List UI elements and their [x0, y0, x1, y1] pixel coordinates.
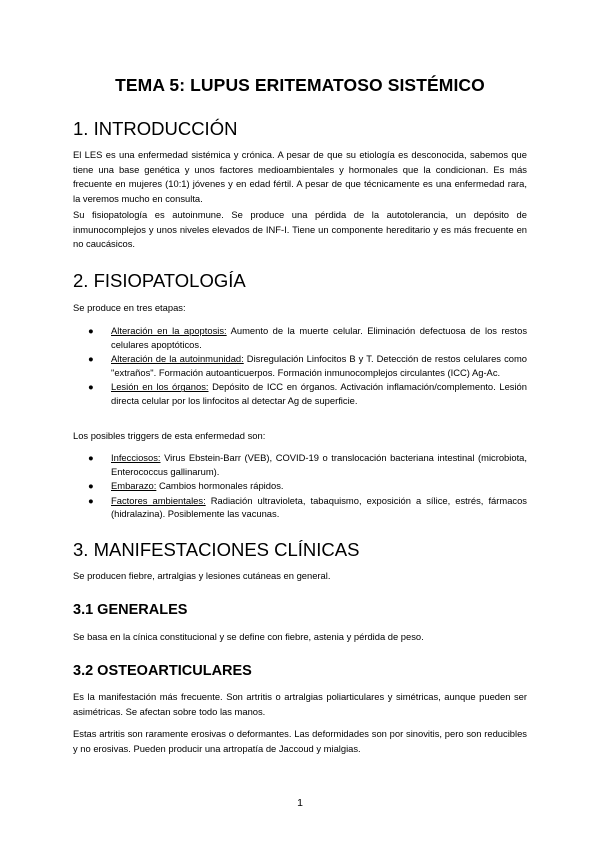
list-item-text: Aumento de la muerte celular. Eliminación defectuosa de los restos celulares apoptóticos.: [111, 325, 528, 350]
bullet-icon: ●: [88, 494, 94, 506]
bullet-icon: ●: [88, 325, 94, 336]
list-item: [73, 352, 527, 379]
list-item: [73, 494, 527, 521]
bullet-icon: ●: [88, 480, 94, 492]
document-title: TEMA 5: LUPUS ERITEMATOSO SISTÉMICO: [115, 75, 485, 95]
list-item: [73, 324, 527, 351]
bullet-icon: ●: [88, 353, 94, 365]
list-item: [73, 451, 527, 478]
paragraph-osteo-2: Estas artritis son raramente erosivas o deformantes. Las deformidades son por sinovitis, pero son reducibles y no erosivas. Pueden producir una artropatía de Jaccoud y mialgias.: [73, 728, 527, 754]
paragraph-manifestaciones: Se producen fiebre, artralgias y lesiones cutáneas en general.: [73, 570, 331, 581]
heading-osteoarticulares: 3.2 OSTEOARTICULARES: [73, 663, 252, 679]
list-item-text: Cambios hormonales rápidos.: [156, 480, 284, 492]
triggers-list: [73, 451, 527, 522]
list-item-key: Alteración en la apoptosis:: [111, 325, 227, 336]
paragraph-intro-2: Su fisiopatología es autoinmune. Se produce una pérdida de la autotolerancia, un depósito de inmunocomplejos y unos niveles elevados de INF-I. Tiene un componente hereditario y es más frecuente en no caucásicos.: [73, 209, 527, 250]
heading-introduccion: 1. INTRODUCCIÓN: [73, 118, 238, 139]
heading-manifestaciones: 3. MANIFESTACIONES CLÍNICAS: [73, 539, 360, 560]
paragraph-triggers-intro: Los posibles triggers de esta enfermedad son:: [73, 430, 266, 441]
page-number: 1: [297, 797, 303, 809]
list-item: [73, 380, 527, 407]
list-item-key: Factores ambientales:: [111, 494, 206, 506]
heading-generales: 3.1 GENERALES: [73, 602, 188, 618]
list-item: [73, 479, 527, 493]
list-item-text: Radiación ultravioleta, tabaquismo, exposición a sílice, estrés, fármacos (hidralazina). Posiblemente las vacunas.: [111, 494, 527, 520]
list-item-key: Embarazo:: [111, 480, 157, 492]
bullet-icon: ●: [88, 381, 94, 393]
list-item-text: Depósito de ICC en órganos. Activación inflamación/complemento. Lesión directa celular por los linfocitos al detectar Ag de superficie.: [111, 381, 527, 406]
list-item-text: Virus Ebstein-Barr (VEB), COVID-19 o translocación bacteriana intestinal (microbiota, Enterococcus gallinarum).: [111, 452, 527, 477]
paragraph-etapas-intro: Se produce en tres etapas:: [73, 302, 186, 313]
paragraph-generales: Se basa en la cínica constitucional y se define con fiebre, astenia y pérdida de peso.: [73, 631, 424, 642]
heading-fisiopatologia: 2. FISIOPATOLOGÍA: [73, 270, 246, 291]
paragraph-intro-1: El LES es una enfermedad sistémica y crónica. A pesar de que su etiología es desconocida, sabemos que tiene una base genética y unos factores medioambientales y hormonales que la condicionan. Es más frecuente en mujeres (10:1) jóvenes y en edad fértil. A pesar de que técnicamente es una enfermedad rara, la veremos mucho en consulta.: [73, 149, 527, 204]
list-item-key: Lesión en los órganos:: [111, 381, 209, 393]
bullet-icon: ●: [88, 452, 94, 463]
list-item-key: Infecciosos:: [111, 452, 161, 463]
list-item-text: Disregulación Linfocitos B y T. Detección de restos celulares como "extraños". Formación autoanticuerpos. Formación inmunocomplejos circulantes (ICC) Ag-Ac.: [111, 353, 527, 378]
stages-list: [73, 324, 527, 409]
list-item-key: Alteración de la autoinmunidad:: [111, 353, 244, 365]
paragraph-osteo-1: Es la manifestación más frecuente. Son artritis o artralgias poliarticulares y simétricas, aunque pueden ser asimétricas. Se afectan sobre todo las manos.: [73, 691, 527, 717]
